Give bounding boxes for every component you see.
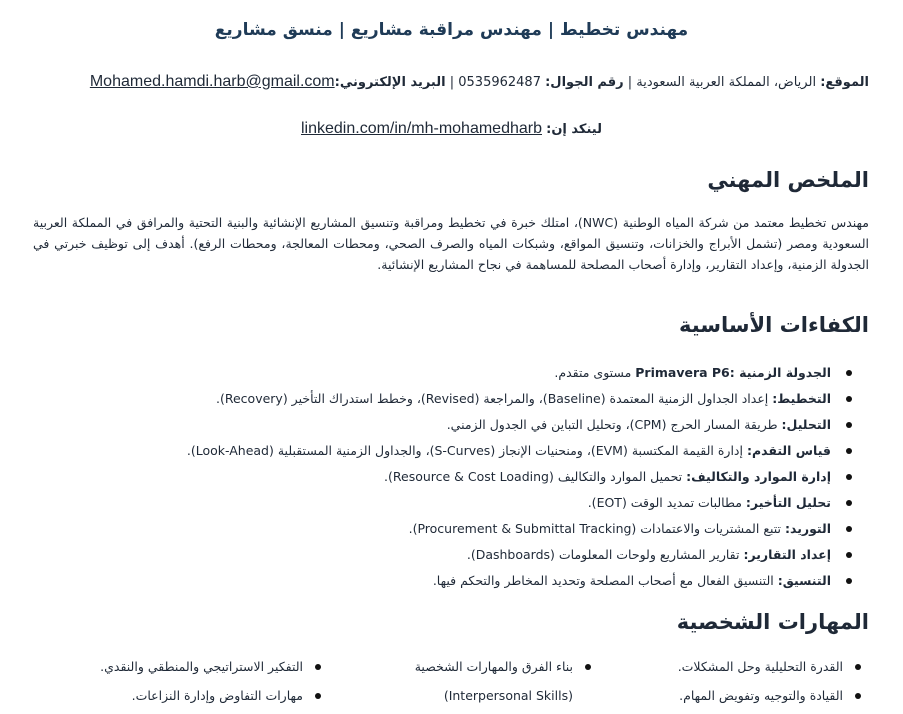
linkedin-link[interactable]: linkedin.com/in/mh-mohamedharb	[301, 120, 542, 137]
item-text: إدارة القيمة المكتسبة (EVM)، ومنحنيات الإنجاز (S-Curves)، والجداول الزمنية المستقبلية (Look-Ahead).	[186, 443, 747, 458]
list-item	[39, 655, 329, 684]
linkedin-label: لينكد إن:	[546, 122, 602, 137]
item-text: مهارات التفاوض وإدارة النزاعات.	[131, 688, 303, 703]
list-item	[33, 360, 869, 386]
item-text: تقارير المشاريع ولوحات المعلومات (Dashboards).	[466, 547, 744, 562]
item-label: إعداد التقارير:	[743, 547, 831, 562]
item-label: التوريد:	[784, 521, 831, 536]
phone-value: 0535962487	[458, 75, 541, 90]
list-item	[33, 412, 869, 438]
summary-heading: الملخص المهني	[707, 168, 869, 192]
list-item-continuation	[339, 684, 599, 713]
item-text: (Interpersonal Skills)	[443, 688, 573, 703]
item-text: القدرة التحليلية وحل المشكلات.	[677, 659, 843, 674]
item-text: طريقة المسار الحرج (CPM)، وتحليل التباين في الجدول الزمني.	[446, 417, 782, 432]
list-item	[39, 684, 329, 713]
phone-label: رقم الجوال:	[545, 75, 624, 90]
item-text: التفكير الاستراتيجي والمنطقي والنقدي.	[100, 659, 303, 674]
bullet-icon	[846, 370, 852, 376]
item-text: إعداد الجداول الزمنية المعتمدة (Baseline)، والمراجعة (Revised)، وخطط استدراك التأخير (Recovery).	[216, 391, 773, 406]
soft-skills-column	[339, 655, 599, 713]
soft-skills-grid	[33, 655, 869, 713]
item-label: الجدولة الزمنية :Primavera P6	[635, 365, 831, 380]
bullet-icon	[846, 422, 852, 428]
item-text: القيادة والتوجيه وتفويض المهام.	[679, 688, 843, 703]
bullet-icon	[846, 448, 852, 454]
item-label: التحليل:	[781, 417, 831, 432]
item-text: تحميل الموارد والتكاليف (Resource & Cost Loading).	[384, 469, 687, 484]
bullet-icon	[585, 664, 591, 670]
list-item	[33, 464, 869, 490]
separator: |	[449, 75, 455, 90]
item-label: التنسيق:	[777, 573, 831, 588]
bullet-icon	[315, 693, 321, 699]
email-label: البريد الإلكتروني:	[334, 75, 446, 90]
list-item	[33, 542, 869, 568]
soft-skills-heading: المهارات الشخصية	[676, 610, 869, 634]
email-link[interactable]: Mohamed.hamdi.harb@gmail.com	[89, 73, 335, 90]
contact-line	[34, 73, 869, 91]
list-item	[33, 490, 869, 516]
item-text: تتبع المشتريات والاعتمادات (Procurement & Submittal Tracking).	[408, 521, 785, 536]
bullet-icon	[846, 396, 852, 402]
item-label: قياس التقدم:	[746, 443, 831, 458]
bullet-icon	[855, 693, 861, 699]
bullet-icon	[846, 500, 852, 506]
competencies-list	[33, 360, 869, 594]
item-label: إدارة الموارد والتكاليف:	[686, 469, 831, 484]
item-label: تحليل التأخير:	[745, 495, 831, 510]
bullet-icon	[846, 578, 852, 584]
item-text: التنسيق الفعال مع أصحاب المصلحة وتحديد المخاطر والتحكم فيها.	[432, 573, 778, 588]
soft-skills-column	[609, 655, 869, 713]
list-item	[33, 438, 869, 464]
bullet-icon	[846, 474, 852, 480]
list-item	[33, 516, 869, 542]
location-label: الموقع:	[820, 75, 869, 90]
bullet-icon	[846, 552, 852, 558]
job-title: مهندس تخطيط | مهندس مراقبة مشاريع | منسق مشاريع	[214, 20, 689, 40]
bullet-icon	[315, 664, 321, 670]
list-item	[609, 655, 869, 684]
item-text: بناء الفرق والمهارات الشخصية	[414, 659, 573, 674]
list-item	[609, 684, 869, 713]
list-item	[339, 655, 599, 684]
bullet-icon	[846, 526, 852, 532]
competencies-heading: الكفاءات الأساسية	[679, 313, 869, 337]
summary-text: مهندس تخطيط معتمد من شركة المياه الوطنية (NWC)، امتلك خبرة في تخطيط ومراقبة وتنسيق المشاريع الإنشائية والبنية التحتية والمرافق في المملكة العربية السعودية ومصر (تشمل الأبراج والخزانات، وتنسيق المواقع، وشبكات المياه والصرف الصحي، ومحطات المعالجة، ومحطات الرفع). أهدف إلى توظيف خبرتي في الجدولة الزمنية، وإعداد التقارير، وإدارة أصحاب المصلحة للمساهمة في نجاح المشاريع الإنشائية.	[33, 215, 869, 272]
list-item	[33, 568, 869, 594]
location-value: الرياض، المملكة العربية السعودية	[636, 75, 817, 90]
bullet-icon	[855, 664, 861, 670]
linkedin-line	[0, 120, 903, 138]
item-text: مطالبات تمديد الوقت (EOT).	[587, 495, 746, 510]
item-text: مستوى متقدم.	[554, 365, 636, 380]
item-label: التخطيط:	[772, 391, 831, 406]
list-item	[33, 386, 869, 412]
soft-skills-column	[39, 655, 329, 713]
separator: |	[627, 75, 633, 90]
